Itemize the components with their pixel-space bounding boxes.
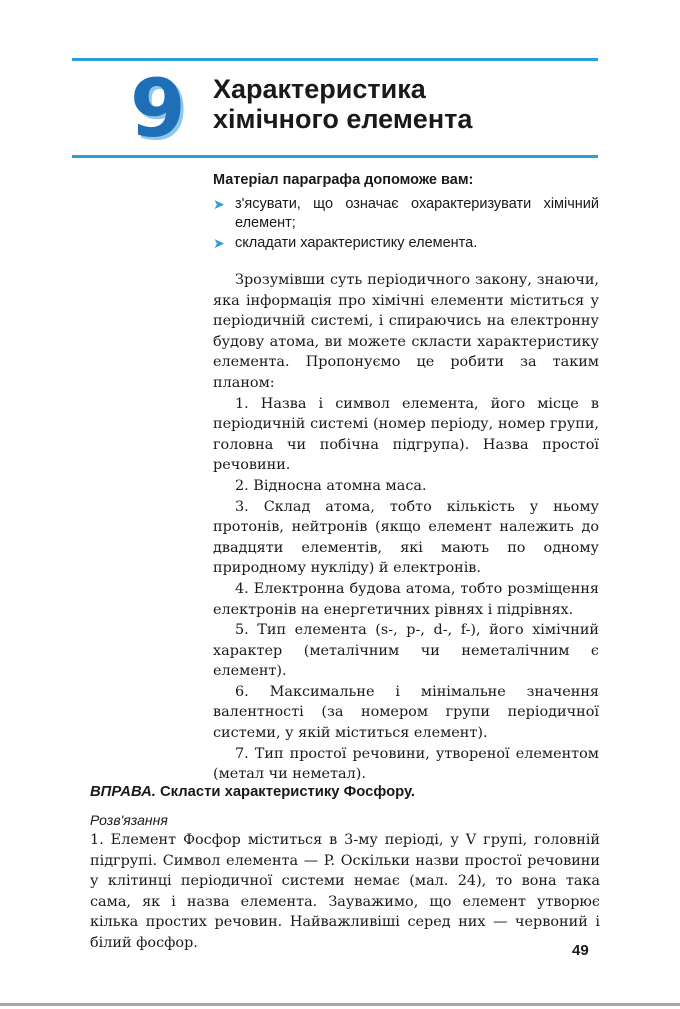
chapter-title	[213, 74, 472, 134]
chevron-right-icon: ➤	[213, 235, 225, 251]
chevron-right-icon: ➤	[213, 196, 225, 212]
learning-goals	[213, 172, 599, 254]
goal-item	[213, 195, 599, 233]
goal-item	[213, 234, 599, 253]
chapter-title-line1: Характеристика	[213, 74, 426, 104]
bottom-rule	[0, 1003, 680, 1006]
exercise-label: ВПРАВА.	[90, 784, 156, 800]
plan-item-4: 4. Електронна будова атома, тобто розміщення електронів на енергетичних рівнях і підрівнях.	[213, 580, 599, 618]
page-number: 49	[572, 942, 589, 959]
chapter-title-line2: хімічного елемента	[213, 104, 473, 134]
solution-label: Розв'язання	[90, 812, 168, 828]
solution-paragraph: 1. Елемент Фосфор міститься в 3-му періоді, у V групі, головній підгрупі. Символ елемента — P. Оскільки назви простої речовини у клітинці періодичної системи немає (мал. 24), то вона така сама, як і назва елемента. Зауважимо, що елемент утворює кілька простих речовин. Найважливіші серед них — червоний і білий фосфор.	[90, 832, 600, 951]
main-text	[213, 270, 599, 785]
exercise-heading	[90, 784, 600, 800]
plan-item-5: 5. Тип елемента (s-, p-, d-, f-), його хімічний характер (металічним чи неметалічним є елемент).	[213, 622, 599, 680]
plan-item-3: 3. Склад атома, тобто кількість у ньому протонів, нейтронів (якщо елемент належить до двадцяти елементів, які мають по одному природному нукліду) й електронів.	[213, 498, 599, 577]
solution-text-block	[90, 830, 600, 954]
plan-item-2: 2. Відносна атомна маса.	[235, 477, 427, 494]
intro-paragraph: Зрозумівши суть періодичного закону, знаючи, яка інформація про хімічні елементи міститься у періодичній системі, і спираючись на електронну будову атома, ви можете скласти характеристику елемента. Пропонуємо це робити за таким планом:	[213, 272, 599, 391]
exercise-text: Скласти характеристику Фосфору.	[160, 784, 416, 800]
header-bottom-rule	[72, 155, 598, 158]
goal-text: складати характеристику елемента.	[235, 235, 478, 251]
plan-item-7: 7. Тип простої речовини, утвореної елементом (метал чи неметал).	[213, 745, 599, 783]
top-rule	[72, 58, 598, 61]
learning-goals-heading: Матеріал параграфа допоможе вам:	[213, 172, 474, 188]
plan-item-1: 1. Назва і символ елемента, його місце в періодичній системі (номер періоду, номер групи, головна чи побічна підгрупа). Назва простої речовини.	[213, 395, 599, 474]
chapter-number: 9	[130, 62, 186, 155]
goal-text: з'ясувати, що означає охарактеризувати хімічний елемент;	[235, 196, 599, 231]
plan-item-6: 6. Максимальне і мінімальне значення валентності (за номером групи періодичної системи, у якій міститься елемент).	[213, 683, 599, 742]
